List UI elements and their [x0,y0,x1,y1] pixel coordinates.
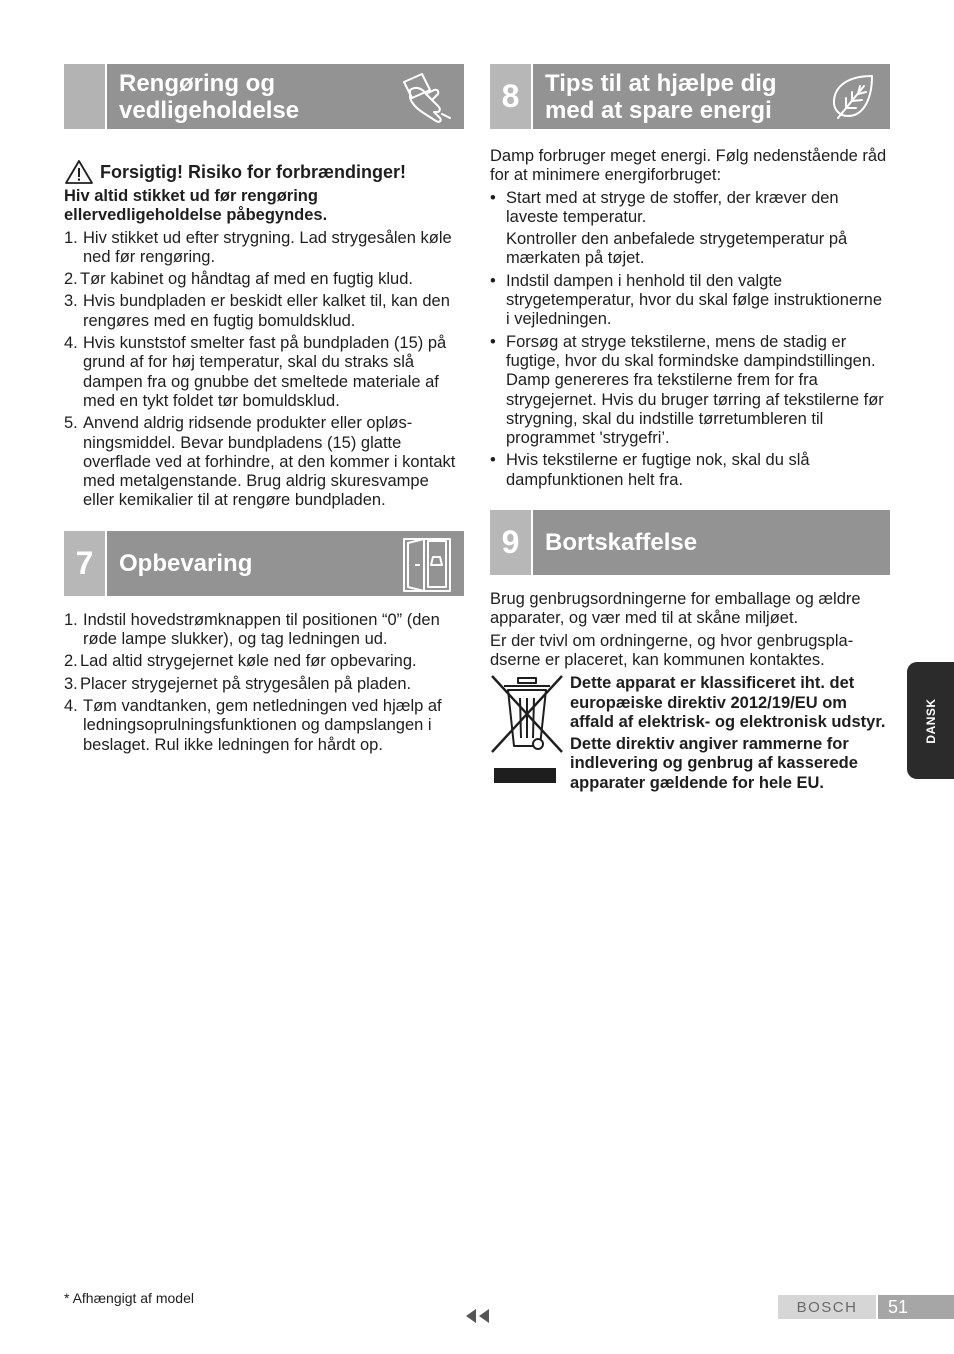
intro-bold: Hiv altid stikket ud før rengøring ellervedligeholdelse påbegyndes. [64,187,328,225]
right-column [490,64,890,793]
weee-text-1: Dette apparat er klassificeret iht. det europæiske direktiv 2012/19/EU om affald af elektrisk- og elektronisk udstyr. [570,674,886,731]
section-title: Rengøring og vedligeholdelse [119,70,300,124]
left-column [64,64,464,755]
section-number: 8 [490,64,531,129]
footnote: * Afhængigt af model [64,1290,194,1306]
section-number: 7 [64,531,105,596]
list-item: • Hvis tekstilerne er fugtige nok, skal du slå dampfunktionen helt fra. [490,451,890,490]
list-item: 4. Hvis kunststof smelter fast på bundpladen (15) på grund af for høj temperatur, skal du straks slå dampen fra og gnubbe det smeltede materiale af med en tykt foldet tør bomuldsklud. [64,334,447,410]
language-tab: DANSK [907,662,954,779]
leaf-icon [824,68,882,126]
cleaning-list [64,229,464,511]
section-storage-header [64,531,464,596]
section-tips-header [490,64,890,129]
warning-line: Forsigtig! Risiko for forbrændinger! [64,159,464,185]
crossed-bin-icon [490,674,564,786]
list-item: 1. Hiv stikket ud efter strygning. Lad strygesålen køle ned før rengøring. [64,228,452,266]
list-item: • Indstil dampen i henhold til den valgte strygetemperatur, hvor du skal følge instruktionerne i vejledningen. [490,272,890,330]
list-item: • Forsøg at stryge tekstilerne, mens de stadig er fugtige, hvor du skal formindske dampindstillingen. Damp genereres fra tekstilerne frem for fra strygejernet. Hvis du bruger tørring af tekstilerne før strygning, skal du indstille tørretumbleren til programmet 'strygefri’. [490,333,890,449]
tips-intro: Damp forbruger meget energi. Følg nedenstående råd for at minimere energiforbruget: [490,147,887,185]
section-number [64,64,105,129]
list-item: 5. Anvend aldrig ridsende produkter eller opløs-ningsmiddel. Bevar bundpladens (15) glatte overflade ved at forhindre, at den kommer i kontakt med metalgenstande. Brug aldrig skuresvampe eller kemikalier til at rengøre bundpladen. [64,414,456,510]
warning-triangle-icon [64,159,94,185]
list-item: 4. Tøm vandtanken, gem netledningen ved hjælp af ledningsoprulningsfunktionen og dampslangen i beslaget. Rul ikke ledningen for hårdt op. [64,696,442,754]
section-title: Tips til at hjælpe dig med at spare energi [545,70,777,124]
weee-block [490,674,890,793]
weee-text-2: Dette direktiv angiver rammerne for indlevering og genbrug af kasserede apparater gældende for hele EU. [570,735,858,792]
storage-list [64,611,464,755]
section-cleaning-header [64,64,464,129]
list-item: 2. Lad altid strygejernet køle ned før opbevaring. [64,652,417,671]
section-number: 9 [490,510,531,575]
list-item: 3. Placer strygejernet på strygesålen på pladen. [64,674,412,693]
page-number: 51 [878,1295,954,1319]
list-item: 2. Tør kabinet og håndtag af med en fugtig klud. [64,270,413,289]
list-item: 1. Indstil hovedstrømknappen til positionen “0” (den røde lampe slukker), og tag ledningen ud. [64,610,440,649]
hand-wipe-icon [398,68,456,126]
section-disposal-header [490,510,890,575]
double-arrow-left-icon[interactable] [464,1308,492,1324]
disposal-para-1: Brug genbrugsordningerne for emballage og ældre apparater, og vær med til at skåne miljøet. [490,590,861,628]
tips-list [490,189,890,490]
disposal-para-2: Er der tvivl om ordningerne, og hvor genbrugspla-dserne er placeret, kan kommunen kontaktes. [490,631,854,669]
brand-label: BOSCH [778,1295,876,1319]
section-title: Bortskaffelse [545,529,698,557]
list-item: 3. Hvis bundpladen er beskidt eller kalket til, kan den rengøres med en fugtig bomuldsklud. [64,292,450,330]
cabinet-icon [398,535,456,593]
list-item: • Start med at stryge de stoffer, der kræver den laveste temperatur. Kontroller den anbefalede strygetemperatur på mærkaten på tøjet. [490,189,890,269]
section-title: Opbevaring [119,549,253,577]
